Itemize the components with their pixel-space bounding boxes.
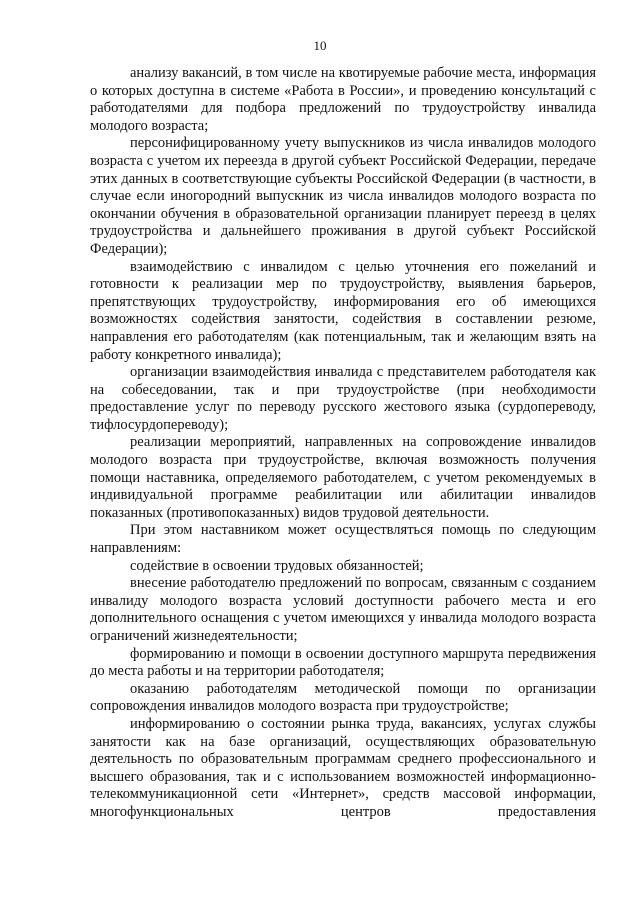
paragraph: взаимодействию с инвалидом с целью уточнения его пожеланий и готовности к реализации мер по трудоустройству, выявления барьеров, препятствующих трудоустройству, информирования его об имеющихся возможностях содействия занятости, содействия в составлении резюме, направления его работодателям (как потенциальным, так и желающим взять на работу конкретного инвалида);: [90, 258, 596, 363]
paragraph: При этом наставником может осуществляться помощь по следующим направлениям:: [90, 522, 596, 557]
paragraph: организации взаимодействия инвалида с представителем работодателя как на собеседовании, так и при трудоустройстве (при необходимости предоставление услуг по переводу русского жестового языка (сурдопереводу, тифлосурдопереводу);: [90, 364, 596, 433]
paragraph: внесение работодателю предложений по вопросам, связанным с созданием инвалиду молодого возраста условий доступности рабочего места и его дополнительного оснащения с учетом имеющихся у инвалида молодого возраста ограничений жизнедеятельности;: [90, 575, 596, 644]
paragraph: реализации мероприятий, направленных на сопровождение инвалидов молодого возраста при трудоустройстве, включая возможность получения помощи наставника, определяемого работодателем, с учетом рекомендуемых в индивидуальной программе реабилитации или абилитации инвалидов показанных (противопоказанных) видов трудовой деятельности.: [90, 434, 596, 521]
paragraph: формированию и помощи в освоении доступного маршрута передвижения до места работы и на территории работодателя;: [90, 645, 596, 680]
paragraph: информированию о состоянии рынка труда, вакансиях, услугах службы занятости как на базе организаций, осуществляющих образовательную деятельность по образовательным программам среднего профессионального и высшего образования, так и с использованием возможностей информационно-телекоммуникационной сети «Интернет», средств массовой информации, многофункциональных центров предоставления: [90, 715, 596, 820]
paragraph: содействие в освоении трудовых обязанностей;: [130, 557, 424, 574]
paragraph: оказанию работодателям методической помощи по организации сопровождения инвалидов молодого возраста при трудоустройстве;: [90, 680, 596, 715]
paragraph: анализу вакансий, в том числе на квотируемые рабочие места, информация о которых доступна в системе «Работа в России», и проведению консультаций с работодателями для подбора предложений по трудоустройству инвалида молодого возраста;: [90, 65, 596, 134]
page-number: 10: [313, 38, 327, 53]
paragraph: персонифицированному учету выпускников из числа инвалидов молодого возраста с учетом их переезда в другой субъект Российской Федерации, передаче этих данных в соответствующие субъекты Российской Федерации (в частности, в случае если иногородний выпускник из числа инвалидов молодого возраста по окончании обучения в образовательной организации планирует переезд в целях трудоустройства и дальнейшего проживания в другой субъект Российской Федерации);: [90, 135, 596, 257]
document-body: [90, 65, 596, 822]
